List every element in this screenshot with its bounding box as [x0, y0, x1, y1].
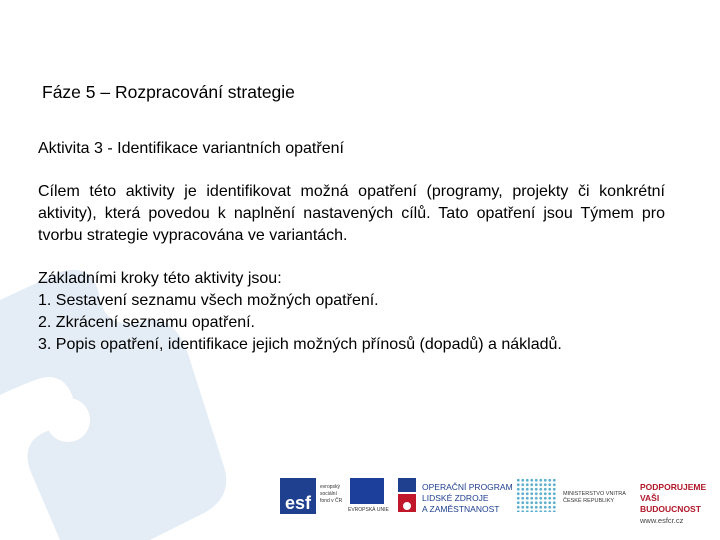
sponsor-logos [280, 478, 720, 525]
op-puzzle-logo [398, 478, 416, 512]
esf-logo: esf [280, 478, 316, 514]
op-line: LIDSKÉ ZDROJE [422, 493, 489, 503]
ministry-logo-text [563, 491, 626, 505]
support-slogan [640, 482, 720, 526]
esf-logo-text: evropský sociální fond v ČR [320, 484, 343, 504]
steps-list [38, 268, 562, 356]
slogan-line: VAŠI BUDOUCNOST [640, 493, 701, 514]
op-logo-text [422, 482, 513, 515]
eu-logo-text: EVROPSKÁ UNIE [348, 507, 389, 513]
step-item: 3. Popis opatření, identifikace jejich možných přínosů (dopadů) a nákladů. [38, 336, 562, 353]
slide-subtitle: Aktivita 3 - Identifikace variantních opatření [38, 140, 344, 157]
esf-url-link[interactable]: www.esfcr.cz [640, 516, 684, 525]
step-item: 1. Sestavení seznamu všech možných opatření. [38, 292, 379, 309]
description-paragraph: Cílem této aktivity je identifikovat možná opatření (programy, projekty či konkrétní aktivity), která povedou k naplnění nastavených cílů. Tato opatření jsou Týmem pro tvorbu strategie vypracována ve variantách. [38, 183, 665, 244]
slide-title: Fáze 5 – Rozpracování strategie [42, 82, 295, 102]
mv-line: MINISTERSTVO VNITRA [563, 491, 626, 497]
slogan-line: PODPORUJEME [640, 482, 707, 492]
op-line: A ZAMĚSTNANOST [422, 504, 500, 514]
step-item: 2. Zkrácení seznamu opatření. [38, 314, 255, 331]
op-line: OPERAČNÍ PROGRAM [422, 482, 513, 492]
mv-line: ČESKÉ REPUBLIKY [563, 498, 615, 504]
steps-intro: Základními kroky této aktivity jsou: [38, 270, 282, 287]
eu-flag-logo [350, 478, 384, 504]
ministry-logo [516, 478, 556, 512]
